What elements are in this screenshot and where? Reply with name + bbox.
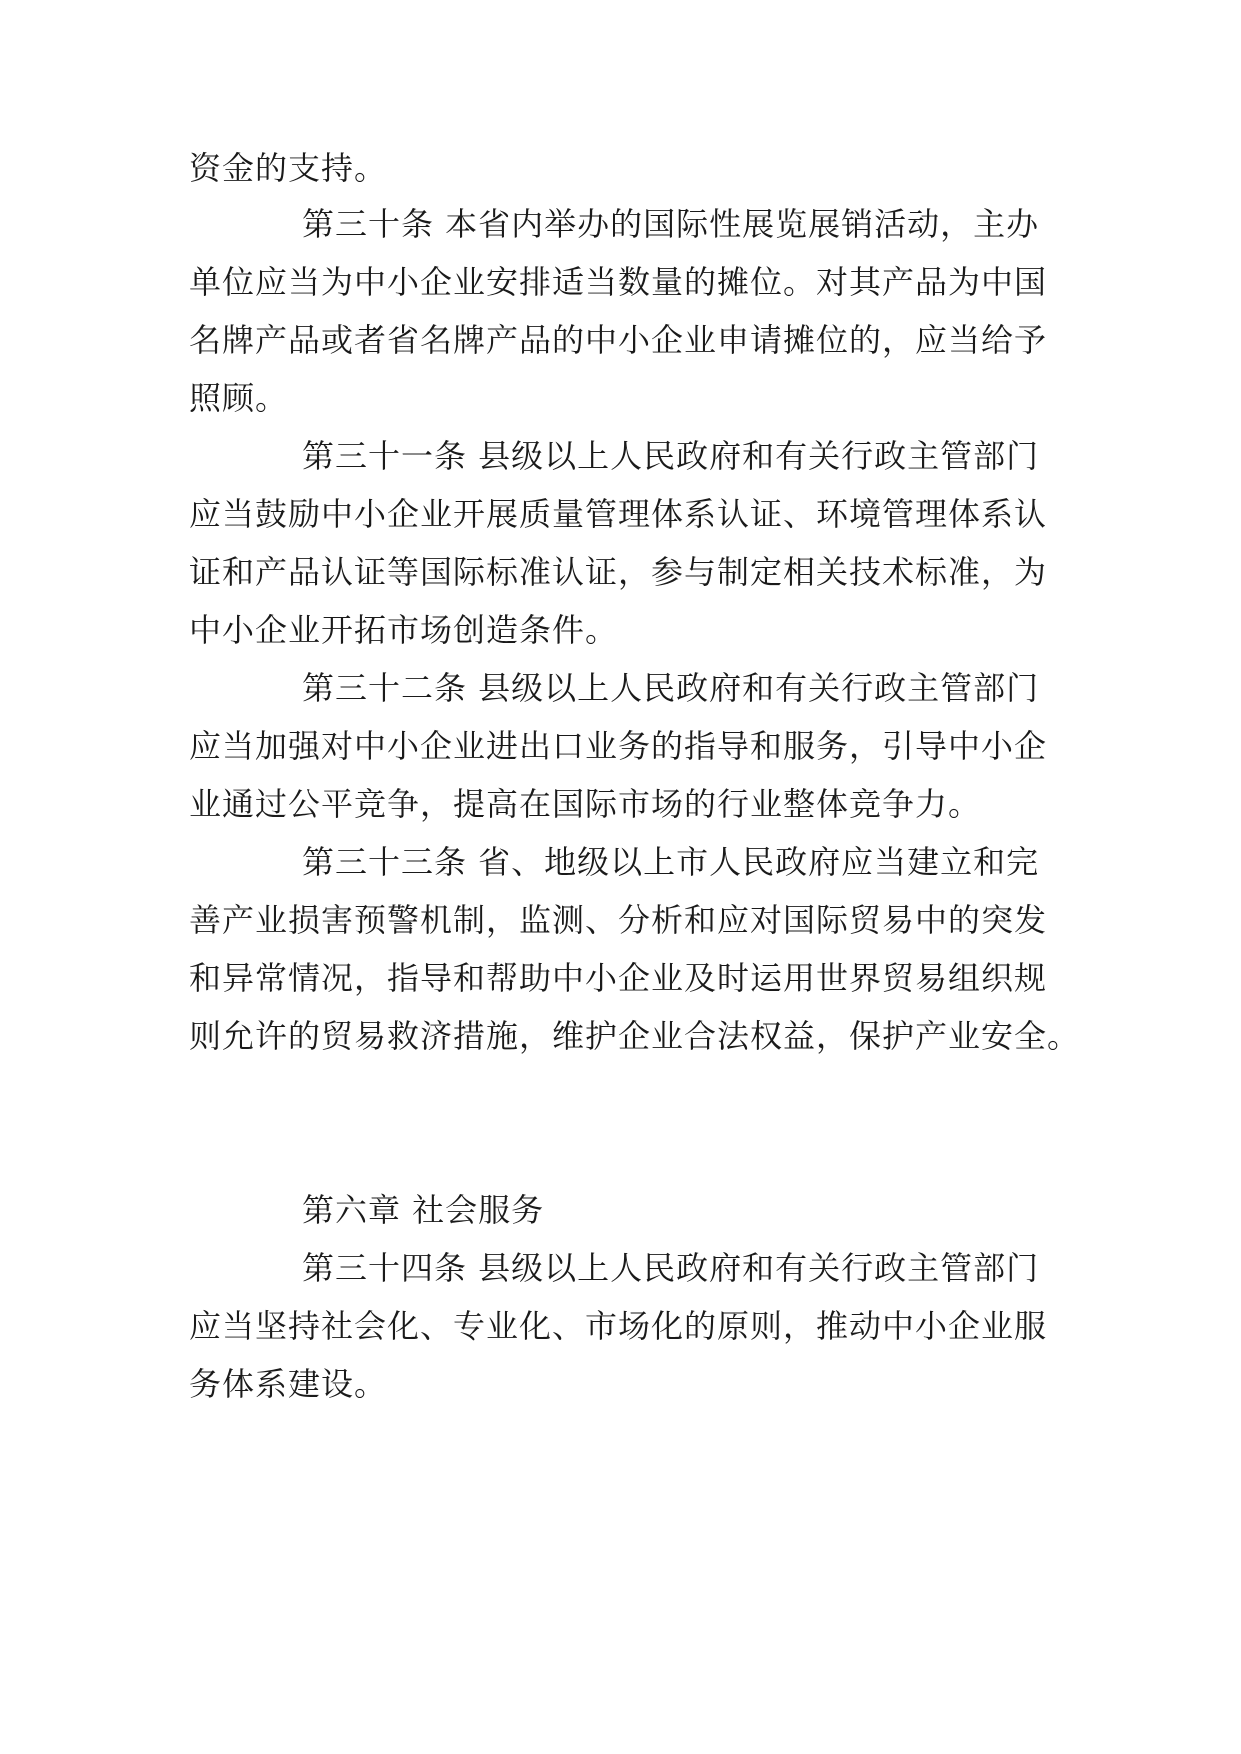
text-line: 则允许的贸易救济措施，维护企业合法权益，保护产业安全。 [189, 1017, 1081, 1055]
article-33-line: 第三十三条 省、地级以上市人民政府应当建立和完 [302, 843, 1040, 881]
article-32-line: 第三十二条 县级以上人民政府和有关行政主管部门 [302, 669, 1040, 707]
article-34-line: 第三十四条 县级以上人民政府和有关行政主管部门 [302, 1249, 1040, 1287]
text-line: 善产业损害预警机制，监测、分析和应对国际贸易中的突发 [189, 901, 1048, 939]
text-line: 务体系建设。 [189, 1365, 388, 1403]
article-30-line: 第三十条 本省内举办的国际性展览展销活动，主办 [302, 205, 1040, 243]
article-31-line: 第三十一条 县级以上人民政府和有关行政主管部门 [302, 437, 1040, 475]
text-line: 证和产品认证等国际标准认证，参与制定相关技术标准，为 [189, 553, 1048, 591]
text-line: 和异常情况，指导和帮助中小企业及时运用世界贸易组织规 [189, 959, 1048, 997]
text-line: 业通过公平竞争，提高在国际市场的行业整体竞争力。 [189, 785, 982, 823]
text-line: 资金的支持。 [189, 149, 388, 187]
text-line: 应当鼓励中小企业开展质量管理体系认证、环境管理体系认 [189, 495, 1048, 533]
text-line: 应当加强对中小企业进出口业务的指导和服务，引导中小企 [189, 727, 1048, 765]
text-line: 名牌产品或者省名牌产品的中小企业申请摊位的，应当给予 [189, 321, 1048, 359]
chapter-heading: 第六章 社会服务 [302, 1191, 545, 1229]
text-line: 中小企业开拓市场创造条件。 [189, 611, 619, 649]
text-line: 照顾。 [189, 379, 289, 417]
text-line: 应当坚持社会化、专业化、市场化的原则，推动中小企业服 [189, 1307, 1048, 1345]
text-line: 单位应当为中小企业安排适当数量的摊位。对其产品为中国 [189, 263, 1048, 301]
